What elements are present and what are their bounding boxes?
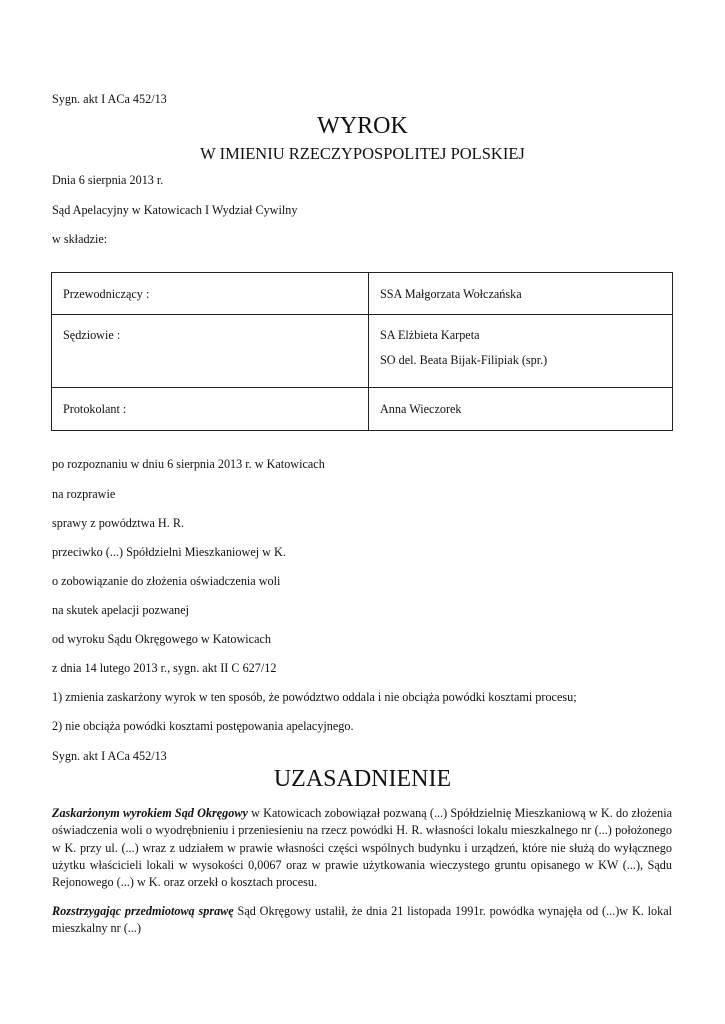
judge-2: SO del. Beata Bijak-Filipiak (spr.) <box>380 353 548 367</box>
judge-1: SA Elżbieta Karpeta <box>380 328 480 342</box>
presiding-judge: SSA Małgorzata Wołczańska <box>380 287 522 301</box>
hearing-line: po rozpoznaniu w dniu 6 sierpnia 2013 r. w Katowicach <box>52 457 325 471</box>
hearing-type: na rozprawie <box>52 487 116 501</box>
court-name: Sąd Apelacyjny w Katowicach I Wydział Cywilny <box>52 203 298 217</box>
paragraph-2-lead: Rozstrzygając przedmiotową sprawę <box>52 904 234 918</box>
judgment-subtitle: W IMIENIU RZECZYPOSPOLITEJ POLSKIEJ <box>200 144 525 163</box>
case-reference-bottom: Sygn. akt I ACa 452/13 <box>52 749 167 763</box>
judges-label: Sędziowie : <box>63 328 121 342</box>
judgment-title: WYROK <box>317 113 408 139</box>
presiding-label-cell <box>52 273 369 315</box>
table-row <box>52 273 673 315</box>
paragraph-1-lead: Zaskarżonym wyrokiem Sąd Okręgowy <box>52 806 248 820</box>
clerk-value-cell <box>369 388 673 431</box>
justification-title: UZASADNIENIE <box>273 766 452 792</box>
clerk-label-cell <box>52 388 369 431</box>
ruling-point-2: 2) nie obciąża powódki kosztami postępowania apelacyjnego. <box>52 719 354 733</box>
judges-label-cell <box>52 315 369 388</box>
court-composition-table <box>51 272 673 431</box>
presiding-label: Przewodniczący : <box>63 287 150 301</box>
ruling-point-1: 1) zmienia zaskarżony wyrok w ten sposób, że powództwo oddala i nie obciąża powódki kosztami procesu; <box>52 690 577 704</box>
presiding-value-cell <box>369 273 673 315</box>
table-row <box>52 315 673 388</box>
clerk-name: Anna Wieczorek <box>380 402 462 416</box>
table-row <box>52 388 673 431</box>
judges-value-cell <box>369 315 673 388</box>
clerk-label: Protokolant : <box>63 402 127 416</box>
composition-intro: w składzie: <box>52 232 108 246</box>
plaintiff-line: sprawy z powództwa H. R. <box>52 516 185 530</box>
lower-judgment-line: z dnia 14 lutego 2013 r., sygn. akt II C 627/12 <box>52 661 277 675</box>
paragraph-2-text: Sąd Okręgowy ustalił, że dnia 21 listopada 1991r. powódka wynajęła od (...)w K. lokal mieszkalny nr (...) <box>52 904 672 936</box>
lower-court-line: od wyroku Sądu Okręgowego w Katowicach <box>52 632 271 646</box>
case-reference-top: Sygn. akt I ACa 452/13 <box>52 92 167 106</box>
subject-line: o zobowiązanie do złożenia oświadczenia woli <box>52 574 281 588</box>
appeal-line: na skutek apelacji pozwanej <box>52 603 190 617</box>
paragraph-1-text: w Katowicach zobowiązał pozwaną (...) Spółdzielnię Mieszkaniową w K. do złożenia oświadczenia woli o wyodrębnieniu i przeniesieniu na rzecz powódki H. R. własności lokalu mieszkalnego nr (...) położonego w K. przy ul. (...) wraz z udziałem w prawie własności części wspólnych budynku i urządzeń, które nie służą do wyłącznego użytku właścicieli lokali w wysokości 0,0067 oraz w prawie użytkowania wieczystego gruntu opisanego w KW (...), Sądu Rejonowego (...) w K. oraz orzekł o kosztach procesu. <box>52 806 672 890</box>
justification-paragraph-2 <box>52 903 672 938</box>
judgment-date: Dnia 6 sierpnia 2013 r. <box>52 173 164 187</box>
defendant-line: przeciwko (...) Spółdzielni Mieszkaniowej w K. <box>52 545 286 559</box>
justification-paragraph-1 <box>52 805 672 891</box>
